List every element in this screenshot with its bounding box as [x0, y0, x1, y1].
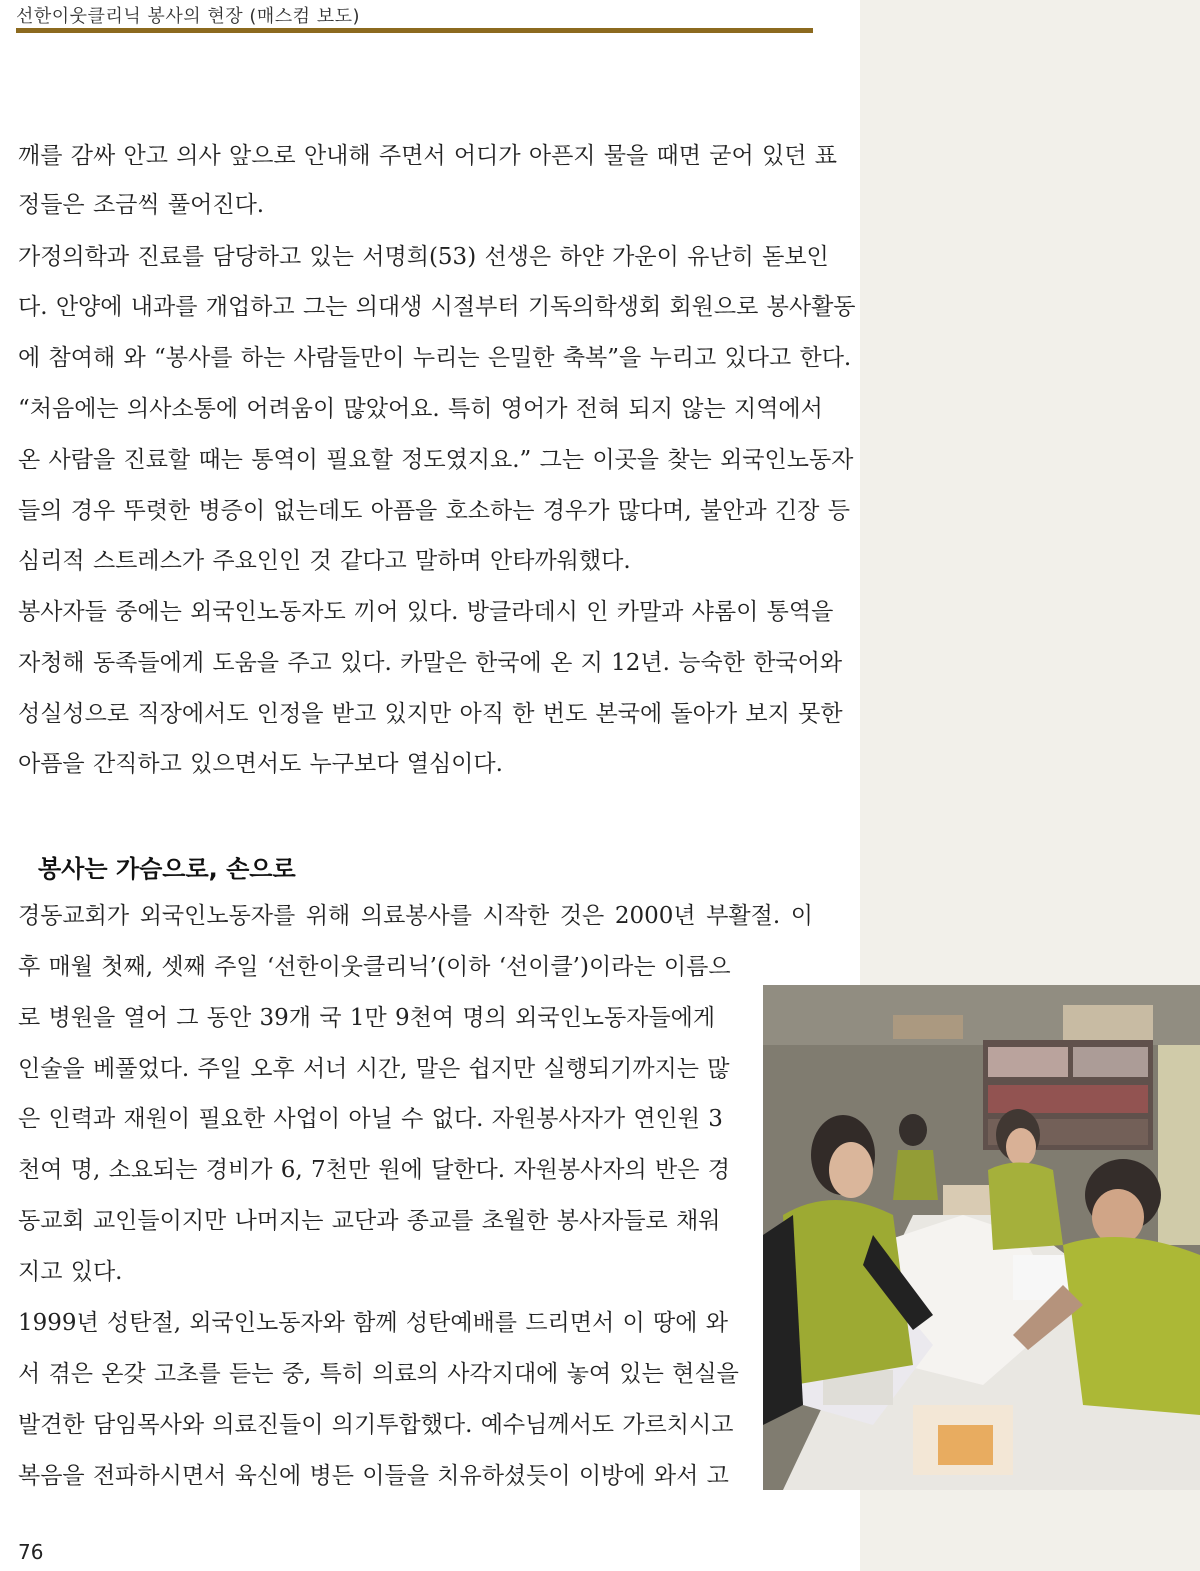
paragraph-line: 온 사람을 진료할 때는 통역이 필요할 정도였지요.” 그는 이곳을 찾는 외국인노동자: [18, 447, 854, 473]
paragraph-line: 서 겪은 온갖 고초를 듣는 중, 특히 의료의 사각지대에 놓여 있는 현실을: [18, 1361, 739, 1387]
page-number: 76: [18, 1540, 44, 1564]
section-heading: 봉사는 가슴으로, 손으로: [38, 855, 296, 883]
paragraph-line: 발견한 담임목사와 의료진들이 의기투합했다. 예수님께서도 가르치시고: [18, 1412, 734, 1438]
paragraph-line: 들의 경우 뚜렷한 병증이 없는데도 아픔을 호소하는 경우가 많다며, 불안과 긴장 등: [18, 498, 850, 524]
paragraph-line: 지고 있다.: [18, 1259, 123, 1285]
paragraph-line: 동교회 교인들이지만 나머지는 교단과 종교를 초월한 봉사자들로 채워: [18, 1208, 721, 1234]
volunteers-photo: [763, 985, 1200, 1490]
paragraph-line: 깨를 감싸 안고 의사 앞으로 안내해 주면서 어디가 아픈지 물을 때면 굳어 있던 표: [18, 143, 838, 169]
paragraph-line: 1999년 성탄절, 외국인노동자와 함께 성탄예배를 드리면서 이 땅에 와: [18, 1310, 729, 1336]
paragraph-line: 로 병원을 열어 그 동안 39개 국 1만 9천여 명의 외국인노동자들에게: [18, 1005, 716, 1031]
paragraph-line: 에 참여해 와 “봉사를 하는 사람들만이 누리는 은밀한 축복”을 누리고 있다고 한다.: [18, 345, 852, 371]
header-rule: [16, 28, 813, 33]
paragraph-line: 아픔을 간직하고 있으면서도 누구보다 열심이다.: [18, 751, 503, 777]
paragraph-line: 가정의학과 진료를 담당하고 있는 서명희(53) 선생은 하얀 가운이 유난히 돋보인: [18, 244, 829, 270]
paragraph-line: 자청해 동족들에게 도움을 주고 있다. 카말은 한국에 온 지 12년. 능숙한 한국어와: [18, 650, 843, 676]
paragraph-line: 심리적 스트레스가 주요인인 것 같다고 말하며 안타까워했다.: [18, 548, 631, 574]
paragraph-line: 경동교회가 외국인노동자를 위해 의료봉사를 시작한 것은 2000년 부활절. 이: [18, 903, 813, 929]
paragraph-line: 인술을 베풀었다. 주일 오후 서너 시간, 말은 쉽지만 실행되기까지는 많: [18, 1056, 730, 1082]
paragraph-line: 정들은 조금씩 풀어진다.: [18, 192, 265, 218]
paragraph-line: 성실성으로 직장에서도 인정을 받고 있지만 아직 한 번도 본국에 돌아가 보지 못한: [18, 701, 843, 727]
paragraph-line: “처음에는 의사소통에 어려움이 많았어요. 특히 영어가 전혀 되지 않는 지역에서: [18, 396, 823, 422]
paragraph-line: 다. 안양에 내과를 개업하고 그는 의대생 시절부터 기독의학생회 회원으로 봉사활동: [18, 294, 856, 320]
paragraph-line: 은 인력과 재원이 필요한 사업이 아닐 수 없다. 자원봉사자가 연인원 3: [18, 1106, 723, 1132]
paragraph-line: 후 매월 첫째, 셋째 주일 ‘선한이웃클리닉’(이하 ‘선이클’)이라는 이름으: [18, 954, 731, 980]
paragraph-line: 봉사자들 중에는 외국인노동자도 끼어 있다. 방글라데시 인 카말과 샤롬이 통역을: [18, 599, 834, 625]
running-title: 선한이웃클리닉 봉사의 현장 (매스컴 보도): [16, 6, 361, 27]
paragraph-line: 천여 명, 소요되는 경비가 6, 7천만 원에 달한다. 자원봉사자의 반은 경: [18, 1157, 730, 1183]
paragraph-line: 복음을 전파하시면서 육신에 병든 이들을 치유하셨듯이 이방에 와서 고: [18, 1463, 729, 1489]
